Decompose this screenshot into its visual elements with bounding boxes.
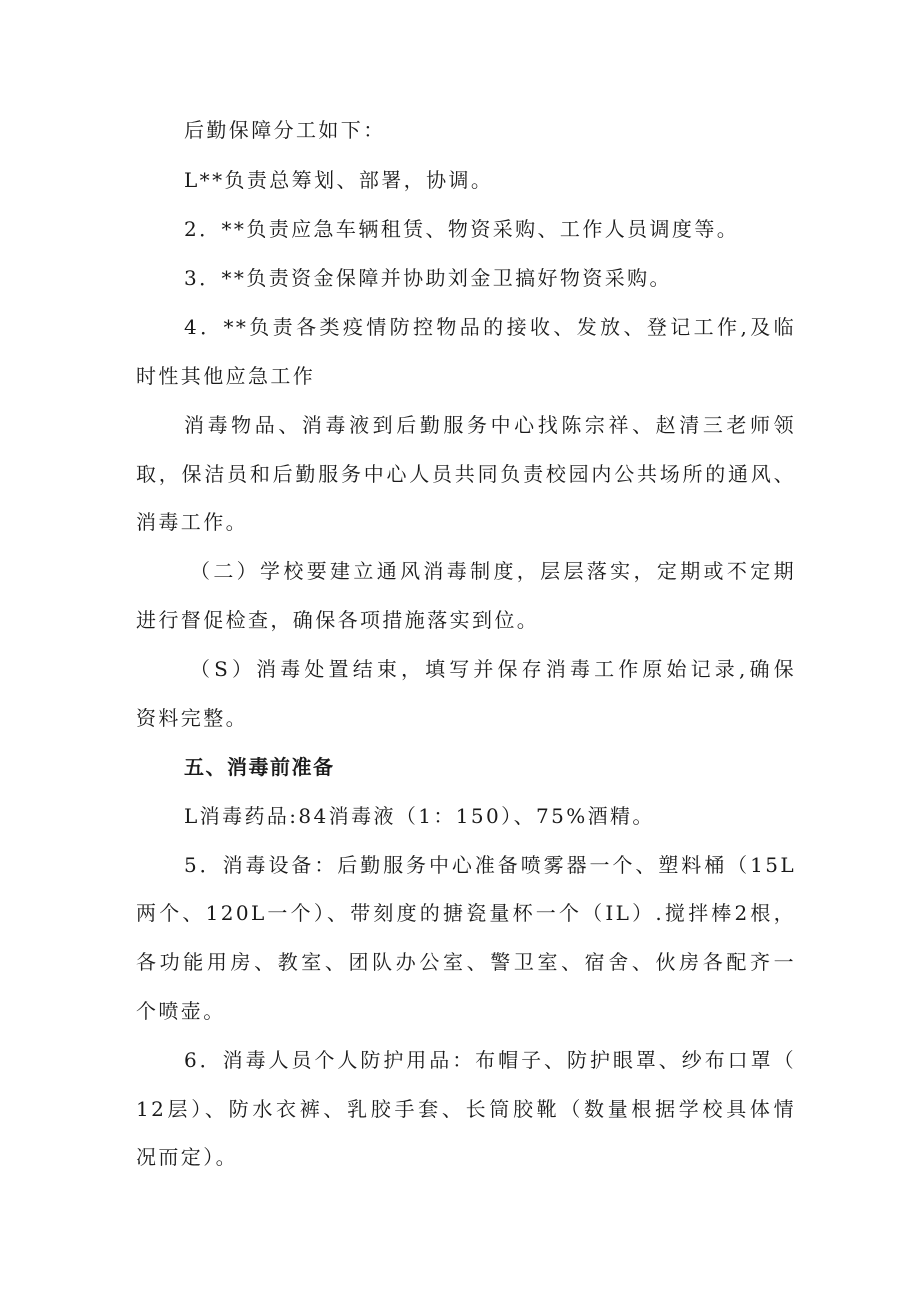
section-two-line-2: 进行督促检查，确保各项措施落实到位。 — [136, 608, 540, 632]
logistics-item-3: 3．**负责资金保障并协助刘金卫搞好物资采购。 — [184, 266, 672, 290]
logistics-item-4-cont: 时性其他应急工作 — [136, 364, 316, 388]
logistics-item-4: 4．**负责各类疫情防控物品的接收、发放、登记工作,及临 — [184, 315, 796, 339]
section-s-line-1: （S）消毒处置结束，填写并保存消毒工作原始记录,确保 — [190, 657, 796, 681]
prep-item-equipment-line-3: 各功能用房、教室、团队办公室、警卫室、宿舍、伙房各配齐一 — [136, 950, 796, 974]
logistics-item-1: L**负责总筹划、部署，协调。 — [184, 168, 494, 192]
logistics-item-2: 2．**负责应急车辆租赁、物资采购、工作人员调度等。 — [184, 217, 740, 241]
disinfection-para-line-2: 取，保洁员和后勤服务中心人员共同负责校园内公共场所的通风、 — [136, 462, 796, 486]
prep-item-protection-line-3: 况而定）。 — [136, 1145, 238, 1169]
prep-item-equipment-line-1: 5．消毒设备：后勤服务中心准备喷雾器一个、塑料桶（15L — [184, 853, 796, 877]
section-heading-five: 五、消毒前准备 — [184, 755, 335, 779]
disinfection-para-line-1: 消毒物品、消毒液到后勤服务中心找陈宗祥、赵清三老师领 — [184, 413, 796, 437]
section-s-line-2: 资料完整。 — [136, 706, 248, 730]
prep-item-protection-line-1: 6．消毒人员个人防护用品：布帽子、防护眼罩、纱布口罩（ — [184, 1048, 796, 1072]
section-two-line-1: （二）学校要建立通风消毒制度，层层落实，定期或不定期 — [190, 559, 796, 583]
disinfection-para-line-3: 消毒工作。 — [136, 510, 248, 534]
prep-item-protection-line-2: 12层）、防水衣裤、乳胶手套、长筒胶靴（数量根据学校具体情 — [136, 1097, 796, 1121]
logistics-intro: 后勤保障分工如下： — [184, 118, 386, 142]
prep-item-drugs: L消毒药品:84消毒液（1：150）、75%酒精。 — [184, 804, 655, 828]
prep-item-equipment-line-4: 个喷壶。 — [136, 999, 226, 1023]
prep-item-equipment-line-2: 两个、120L一个）、带刻度的搪瓷量杯一个（IL）.搅拌棒2根， — [136, 901, 796, 925]
